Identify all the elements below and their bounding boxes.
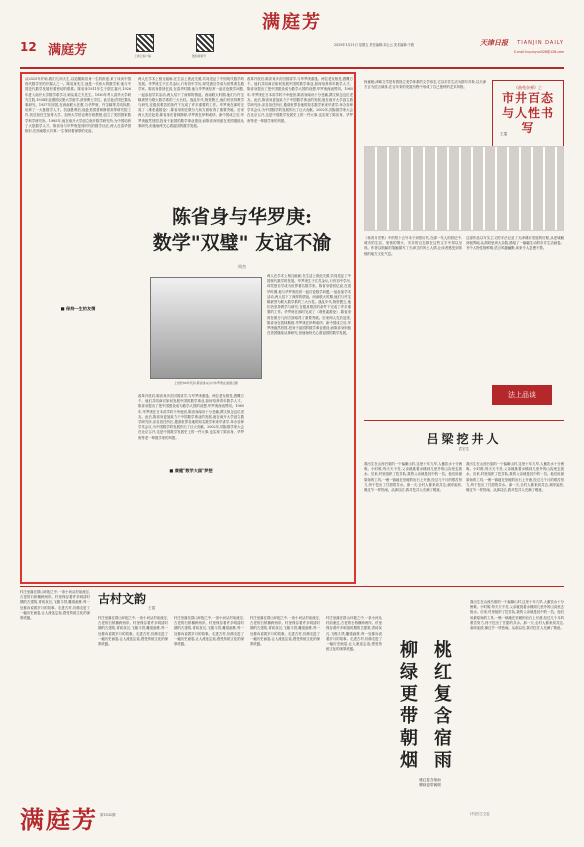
calligraphy-caption: 桃红复含宿雨 柳绿更带朝烟 [419,778,441,787]
header-rule [20,67,564,69]
qr-code-icon [196,34,214,52]
article-column: 从2025年开始,我们几何大生,以追随陈省身一生的踪迹,来了谈谈中国现代数学史的开端人之一。陈省身先生,他是一代伟大的数学家,他与中国近代数学发展有着密切的联系。陈省身1911年生于浙江嘉兴,1926年进入南开大学数学系学习,师从姜立夫先生。1930年考入清华大学研究生院,1934年赴德国汉堡大学留学,获得博士学位。此后赴法国巴黎从事研究。1937年回国,在西南联大任教,与华罗庚、许宝騄等共同执教,培养了一大批数学人才。抗战胜利后,他赴美国普林斯顿高等研究院工作,其后担任芝加哥大学、加州大学伯克利分校教授,创立了美国国家数学科学研究所。1985年,他在南开大学创立南开数学研究所,为中国培养了大批数学人才。陈省身与华罗庚是同时代的数学巨匠,两人在清华园相识,在西南联大共事,一生保持着深厚的友谊。 [25,77,131,134]
lvliang-author: 武宏生 [458,447,470,451]
article-photo [150,277,262,379]
qr-code-icon [136,34,154,52]
calligraphy-artwork [390,640,460,771]
main-article [20,72,356,584]
editor-email: E-mail:liuyunyun028@126.com [514,50,564,54]
brand-name: 满庭芳 [20,805,98,834]
page-header [20,34,564,68]
side-column: 我出生在山西吕梁的一个偏僻山村,这里十年九旱,人畜饮水十分困难。小时候,每天天不亮,父亲就挑着水桶到几里外的山沟里去挑水。后来,村里组织了挖井队,我的父亲就是其中的一员。他们用最原始的工具,一锹一镐地在坚硬的岩石上开凿,经过几个月的艰苦努力,终于挖出了甘甜的井水。那一天,全村人都来到井边,欢呼雀跃,像过节一样热闹。从那以后,我对挖井人充满了敬意。 [470,600,564,631]
newspaper-logo: 天津日报 [480,38,508,47]
ancient-column: 村庄坐落在群山环抱之中,一条小河从村前流过,古老的石桥横跨两岸。村里保存着许多明清时期的古建筑,青砖灰瓦,飞檐斗拱,雕梁画栋,每一处都诉说着岁月的故事。走进古村,仿佛走进了一幅历史画卷,让人流连忘返,感受传统文化的深厚底蕴。 [20,590,90,621]
article-column: 两人在学术上相互砥砺,在生活上彼此关照,共同见证了中国现代数学的发展。华罗庚生于江苏金坛,只有初中学历,却凭借自学成为世界著名数学家。陈省身曾回忆说,在清华时期,他与华罗庚经常一起讨论数学问题,一起参加学术活动,两人结下了深厚的情谊。西南联大时期,他们与许宝騄被誉为联大数学系的三大台柱。战乱年代,物资匮乏,他们仍坚持教学与研究,在极其艰苦的条件下完成了许多重要的工作。华罗庚在那时完成了《堆垒素数论》,陈省身则在微分几何方面取得了重要突破。后来两人先后赴美,陈省身在普林斯顿,华罗庚在伊利诺伊。新中国成立后,华罗庚毅然回国,投身于祖国的数学事业建设,而陈省身则留在美国继续从事研究,但他始终关心着祖国的数学发展。 [138,77,244,128]
page-number: 12 [20,40,37,54]
series-column: 这部作品以写实主义的手法记录了天津城市发展的历程,从老城厢到租界地,从胡同里到大杂院,描绘了一幅幅生动的市井生活画卷。书中人物性格鲜明,语言风趣幽默,读来令人忍俊不禁。 [466,236,564,251]
column-badge: 法上品谈 [492,385,552,405]
calligraphy-line: 柳绿更带朝烟 [400,640,418,771]
article-headline: 陈省身与华罗庚: 数学"双璧" 友谊不渝 [152,206,332,254]
series-label: 《曲苑杂弹》之 [514,85,542,90]
photo-caption: 上世纪80年代初,陈省身(右)与华罗庚在美国合影 [173,381,239,385]
calligraphy-line: 桃红复含宿雨 [434,640,452,771]
lvliang-column: 我出生在山西吕梁的一个偏僻山村,这里十年九旱,人畜饮水十分困难。小时候,每天天不亮,父亲就挑着水桶到几里外的山沟里去挑水。后来,村里组织了挖井队,我的父亲就是其中的一员。他们用最原始的工具,一锹一镐地在坚硬的岩石上开凿,经过几个月的艰苦努力,终于挖出了甘甜的井水。那一天,全村人都来到井边,欢呼雀跃,像过节一样热闹。从那以后,我对挖井人充满了敬意。 [466,462,564,493]
article-author: 周杰 [238,264,246,269]
section-title: 满庭芳 [262,12,322,33]
calligraphy-credit: (书法)王文忠 [470,812,490,816]
article-column: 两人在学术上相互砥砺,在生活上彼此关照,共同见证了中国现代数学的发展。华罗庚生于江苏金坛,只有初中学历,却凭借自学成为世界著名数学家。陈省身曾回忆说,在清华时期,他与华罗庚经常一起讨论数学问题,一起参加学术活动,两人结下了深厚的情谊。西南联大时期,他们与许宝騄被誉为联大数学系的三大台柱。战乱年代,物资匮乏,他们仍坚持教学与研究,在极其艰苦的条件下完成了许多重要的工作。华罗庚在那时完成了《堆垒素数论》,陈省身则在微分几何方面取得了重要突破。后来两人先后赴美,陈省身在普林斯顿,华罗庚在伊利诺伊。新中国成立后,华罗庚毅然回国,投身于祖国的数学事业建设,而陈省身则留在美国继续从事研究,但他始终关心着祖国的数学发展。 [267,274,351,336]
section-divider [20,586,564,587]
book-image [364,146,564,231]
article-subhead: ■ 康健"数学大国"梦想 [169,468,213,473]
newspaper-logo-en: TIANJIN DAILY [517,40,564,46]
ancient-author: 王霞 [148,606,156,610]
ancient-column: 村庄坐落在群山环抱之中,一条小河从村前流过,古老的石桥横跨两岸。村里保存着许多明清时期的古建筑,青砖灰瓦,飞檐斗拱,雕梁画栋,每一处都诉说着岁月的故事。走进古村,仿佛走进了一幅历史画卷,让人流连忘返,感受传统文化的深厚底蕴。 [174,616,244,647]
ancient-column: 村庄坐落在群山环抱之中,一条小河从村前流过,古老的石桥横跨两岸。村里保存着许多明清时期的古建筑,青砖灰瓦,飞檐斗拱,雕梁画栋,每一处都诉说着岁月的故事。走进古村,仿佛走进了一幅历史画卷,让人流连忘返,感受传统文化的深厚底蕴。 [98,616,168,647]
ancient-column: 村庄坐落在群山环抱之中,一条小河从村前流过,古老的石桥横跨两岸。村里保存着许多明清时期的古建筑,青砖灰瓦,飞檐斗拱,雕梁画栋,每一处都诉说着岁月的故事。走进古村,仿佛走进了一幅历史画卷,让人流连忘返,感受传统文化的深厚底蕴。 [326,616,382,652]
qr-caption: 上津云客户端 [134,54,151,58]
series-column: 《杨青月史集》中的短十五号本子到曾历代,在那一代人的回忆中,城市的生活、里巷的烟火、市井的百态都在这些文字中得以呈现。作者以细腻的笔触描写了天津卫的风土人情,让读者感受到浓郁的地方文化气息。 [364,236,462,256]
date-line: 2025年3月21日 星期五 责任编辑:刘云云 美术编辑:于砚 [334,43,414,47]
qr-caption: 微信视频号 [192,54,206,58]
ancient-column: 村庄坐落在群山环抱之中,一条小河从村前流过,古老的石桥横跨两岸。村里保存着许多明清时期的古建筑,青砖灰瓦,飞檐斗拱,雕梁画栋,每一处都诉说着岁月的故事。走进古村,仿佛走进了一幅历史画卷,让人流连忘返,感受传统文化的深厚底蕴。 [250,616,320,647]
page-name: 满庭芳 [48,43,88,58]
article-column: 改革开放后,陈省身多次回国讲学,与华罗庚重逢。两位老友相见,感慨万千。他们共同商讨如何发展中国的数学事业,如何培养青年数学人才。陈省身提出了把中国建设成为数学大国的设想,华罗庚深表赞同。1985年,华罗庚在日本讲学时不幸逝世,陈省身闻讯十分悲痛,撰文悼念这位老友。此后,陈省身更加致力于中国数学事业的发展,他在南开大学创立数学研究所,亲自担任所长,邀请世界各地的知名数学家来华讲学,举办各种学术会议,为中国数学的发展作出了巨大贡献。2002年,国际数学家大会在北京召开,这是中国数学发展史上的一件大事,也实现了陈省身、华罗庚等老一辈数学家的夙愿。 [247,77,353,123]
lvliang-column: 我出生在山西吕梁的一个偏僻山村,这里十年九旱,人畜饮水十分困难。小时候,每天天不亮,父亲就挑着水桶到几里外的山沟里去挑水。后来,村里组织了挖井队,我的父亲就是其中的一员。他们用最原始的工具,一锹一镐地在坚硬的岩石上开凿,经过几个月的艰苦努力,终于挖出了甘甜的井水。那一天,全村人都来到井边,欢呼雀跃,像过节一样热闹。从那以后,我对挖井人充满了敬意。 [364,462,462,493]
lvliang-title: 吕梁挖井人 [426,432,502,446]
series-intro: 杨童棱:津味文学是有着独立美学体系的文学形态,它以市井生活为描写对象,以天津方言为语言载体,在百年来的发展历程中形成了自己独特的艺术风格。 [364,80,486,90]
article-column: 改革开放后,陈省身多次回国讲学,与华罗庚重逢。两位老友相见,感慨万千。他们共同商讨如何发展中国的数学事业,如何培养青年数学人才。陈省身提出了把中国建设成为数学大国的设想,华罗庚深表赞同。1985年,华罗庚在日本讲学时不幸逝世,陈省身闻讯十分悲痛,撰文悼念这位老友。此后,陈省身更加致力于中国数学事业的发展,他在南开大学创立数学研究所,亲自担任所长,邀请世界各地的知名数学家来华讲学,举办各种学术会议,为中国数学的发展作出了巨大贡献。2002年,国际数学家大会在北京召开,这是中国数学发展史上的一件大事,也实现了陈省身、华罗庚等老一辈数学家的夙愿。 [138,394,244,440]
ancient-title: 古村文韵 [98,592,147,606]
issue-number: 第3332期 [100,813,116,817]
series-title: 市井百态与人性书写 [501,91,554,135]
series-author: 王蓬 [500,132,508,136]
section-divider [364,420,564,421]
article-subhead: ■ 保持一生的友情 [60,306,96,311]
